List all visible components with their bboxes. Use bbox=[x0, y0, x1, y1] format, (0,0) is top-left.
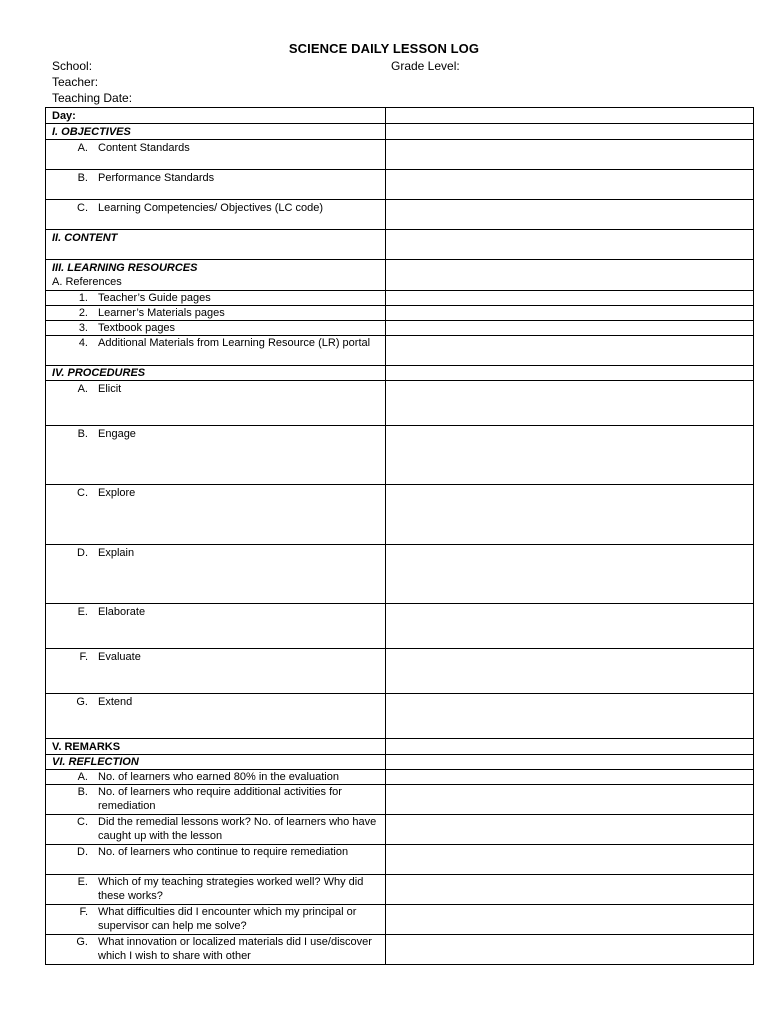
list-marker: G. bbox=[76, 696, 88, 708]
evaluate-value-cell[interactable] bbox=[386, 649, 754, 694]
procedures-value-cell[interactable] bbox=[386, 366, 754, 381]
reflection-a-value-cell[interactable] bbox=[386, 770, 754, 785]
reflection-a-label: No. of learners who earned 80% in the evaluation bbox=[98, 771, 339, 783]
teachers-guide-label: Teacher’s Guide pages bbox=[98, 292, 211, 304]
teacher-label: Teacher: bbox=[52, 75, 99, 89]
list-marker: D. bbox=[77, 846, 88, 858]
procedures-heading: IV. PROCEDURES bbox=[52, 367, 146, 379]
reflection-heading: VI. REFLECTION bbox=[52, 756, 139, 768]
additional-materials-label: Additional Materials from Learning Resource (LR) portal bbox=[98, 337, 371, 349]
table-row-learning-resources bbox=[46, 260, 754, 291]
explore-value-cell[interactable] bbox=[386, 485, 754, 545]
table-row-procedures bbox=[46, 366, 754, 381]
elicit-label: Elicit bbox=[98, 383, 122, 395]
grade-level-label: Grade Level: bbox=[391, 59, 460, 73]
evaluate-label: Evaluate bbox=[98, 651, 141, 663]
list-marker: C. bbox=[77, 202, 88, 214]
lesson-log-table bbox=[45, 107, 754, 965]
explain-value-cell[interactable] bbox=[386, 545, 754, 604]
textbook-pages-label: Textbook pages bbox=[98, 322, 176, 334]
list-marker: B. bbox=[77, 172, 88, 184]
additional-materials-value-cell[interactable] bbox=[386, 336, 754, 366]
remarks-heading: V. REMARKS bbox=[52, 741, 121, 753]
list-marker: A. bbox=[77, 383, 88, 395]
table-row-textbook-pages bbox=[46, 321, 754, 336]
reflection-c-value-cell[interactable] bbox=[386, 815, 754, 845]
table-row-reflection bbox=[46, 755, 754, 770]
reflection-e-value-cell[interactable] bbox=[386, 875, 754, 905]
list-marker: C. bbox=[77, 816, 88, 828]
table-row-content bbox=[46, 230, 754, 260]
reflection-value-cell[interactable] bbox=[386, 755, 754, 770]
table-row-learners-materials bbox=[46, 306, 754, 321]
table-row-explain bbox=[46, 545, 754, 604]
table-row-reflection-g bbox=[46, 935, 754, 965]
document-title: SCIENCE DAILY LESSON LOG bbox=[288, 41, 480, 56]
explain-label: Explain bbox=[98, 547, 135, 559]
table-row-reflection-b bbox=[46, 785, 754, 815]
content-value-cell[interactable] bbox=[386, 230, 754, 260]
list-marker: E. bbox=[77, 876, 88, 888]
performance-standards-label: Performance Standards bbox=[98, 172, 215, 184]
table-row-explore bbox=[46, 485, 754, 545]
remarks-value-cell[interactable] bbox=[386, 739, 754, 755]
table-row-reflection-f bbox=[46, 905, 754, 935]
learning-competencies-value-cell[interactable] bbox=[386, 200, 754, 230]
extend-value-cell[interactable] bbox=[386, 694, 754, 739]
reflection-d-label: No. of learners who continue to require remediation bbox=[98, 846, 349, 858]
school-label: School: bbox=[52, 59, 93, 73]
list-marker: B. bbox=[77, 428, 88, 440]
reflection-f-label: What difficulties did I encounter which my principal or supervisor can help me solve? bbox=[98, 906, 357, 932]
learners-materials-value-cell[interactable] bbox=[386, 306, 754, 321]
list-marker: 1. bbox=[78, 292, 88, 304]
elicit-value-cell[interactable] bbox=[386, 381, 754, 426]
table-row-objectives bbox=[46, 124, 754, 140]
list-marker: F. bbox=[79, 651, 88, 663]
list-marker: A. bbox=[77, 142, 88, 154]
list-marker: B. bbox=[77, 786, 88, 798]
table-row-content-standards bbox=[46, 140, 754, 170]
teaching-date-label: Teaching Date: bbox=[52, 91, 133, 105]
day-label: Day: bbox=[52, 110, 76, 122]
engage-label: Engage bbox=[98, 428, 136, 440]
extend-label: Extend bbox=[98, 696, 133, 708]
learning-resources-heading: III. LEARNING RESOURCES bbox=[52, 262, 198, 274]
reflection-e-label: Which of my teaching strategies worked well? Why did these works? bbox=[98, 876, 364, 902]
learning-competencies-label: Learning Competencies/ Objectives (LC code) bbox=[98, 202, 324, 214]
learners-materials-label: Learner’s Materials pages bbox=[98, 307, 225, 319]
table-row-reflection-c bbox=[46, 815, 754, 845]
textbook-pages-value-cell[interactable] bbox=[386, 321, 754, 336]
table-row-extend bbox=[46, 694, 754, 739]
objectives-heading: I. OBJECTIVES bbox=[52, 126, 131, 138]
objectives-value-cell[interactable] bbox=[386, 124, 754, 140]
table-row-evaluate bbox=[46, 649, 754, 694]
table-row-teachers-guide bbox=[46, 291, 754, 306]
list-marker: 4. bbox=[78, 337, 88, 349]
reflection-g-label: What innovation or localized materials did I use/discover which I wish to share with other bbox=[98, 936, 372, 962]
list-marker: A. bbox=[77, 771, 88, 783]
reflection-d-value-cell[interactable] bbox=[386, 845, 754, 875]
explore-label: Explore bbox=[98, 487, 136, 499]
teachers-guide-value-cell[interactable] bbox=[386, 291, 754, 306]
table-row-reflection-e bbox=[46, 875, 754, 905]
table-row-remarks bbox=[46, 739, 754, 755]
table-row-engage bbox=[46, 426, 754, 485]
content-standards-label: Content Standards bbox=[98, 142, 190, 154]
reflection-c-label: Did the remedial lessons work? No. of learners who have caught up with the lesson bbox=[98, 816, 377, 842]
table-row-elicit bbox=[46, 381, 754, 426]
table-row-learning-competencies bbox=[46, 200, 754, 230]
content-standards-value-cell[interactable] bbox=[386, 140, 754, 170]
learning-resources-value-cell[interactable] bbox=[386, 260, 754, 291]
elaborate-value-cell[interactable] bbox=[386, 604, 754, 649]
table-row-performance-standards bbox=[46, 170, 754, 200]
content-heading: II. CONTENT bbox=[52, 232, 118, 244]
reflection-b-label: No. of learners who require additional activities for remediation bbox=[98, 786, 342, 812]
list-marker: 3. bbox=[78, 322, 88, 334]
performance-standards-value-cell[interactable] bbox=[386, 170, 754, 200]
list-marker: F. bbox=[79, 906, 88, 918]
table-row-additional-materials bbox=[46, 336, 754, 366]
reflection-f-value-cell[interactable] bbox=[386, 905, 754, 935]
table-row-elaborate bbox=[46, 604, 754, 649]
engage-value-cell[interactable] bbox=[386, 426, 754, 485]
list-marker: G. bbox=[76, 936, 88, 948]
list-marker: 2. bbox=[78, 307, 88, 319]
table-row-day bbox=[46, 108, 754, 124]
elaborate-label: Elaborate bbox=[98, 606, 146, 618]
list-marker: E. bbox=[77, 606, 88, 618]
day-value-cell[interactable] bbox=[386, 108, 754, 124]
list-marker: C. bbox=[77, 487, 88, 499]
references-label: A. References bbox=[52, 276, 122, 288]
list-marker: D. bbox=[77, 547, 88, 559]
table-row-reflection-d bbox=[46, 845, 754, 875]
table-row-reflection-a bbox=[46, 770, 754, 785]
reflection-b-value-cell[interactable] bbox=[386, 785, 754, 815]
reflection-g-value-cell[interactable] bbox=[386, 935, 754, 965]
